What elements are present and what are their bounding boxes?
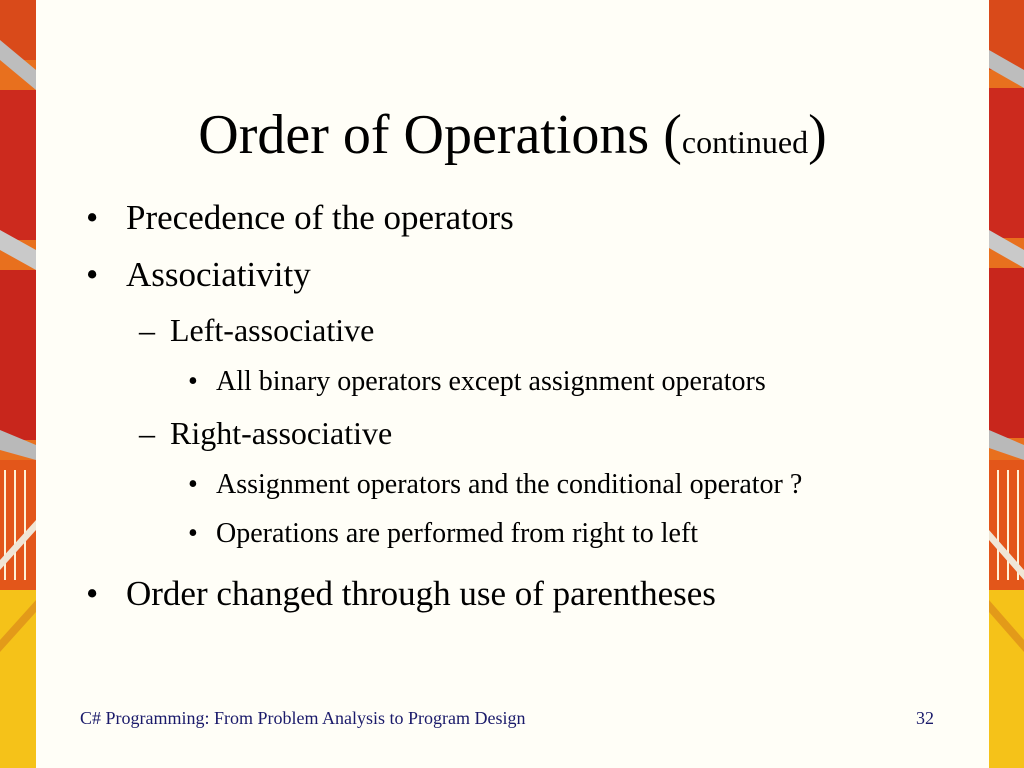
- right-decorative-strip: [989, 0, 1024, 768]
- bullet-text: Precedence of the operators: [126, 198, 514, 237]
- bullet-text: Associativity: [126, 255, 311, 294]
- bullet-marker: •: [188, 366, 198, 397]
- bullet-marker: •: [86, 255, 99, 294]
- bullet-marker: •: [188, 469, 198, 500]
- dash-marker: –: [139, 415, 155, 451]
- slide-title: [36, 100, 989, 177]
- sub-sub-bullet-text: Assignment operators and the conditional operator ?: [216, 469, 803, 500]
- left-decorative-strip: [0, 0, 36, 768]
- building-photo-right: [989, 0, 1024, 768]
- footer-page-number: 32: [916, 708, 934, 728]
- bullet-marker: •: [188, 518, 198, 549]
- building-photo-left: [0, 0, 36, 768]
- title-close-paren: ): [808, 104, 827, 166]
- title-continued: continued: [681, 124, 809, 160]
- sub-sub-bullet-text: Operations are performed from right to left: [216, 518, 699, 549]
- bullet-marker: •: [86, 198, 99, 237]
- sub-bullet-text: Right-associative: [170, 415, 393, 451]
- bullet-marker: •: [86, 574, 99, 613]
- sub-sub-bullet-text: All binary operators except assignment operators: [216, 366, 766, 397]
- title-main: Order of Operations (: [198, 104, 682, 166]
- bullet-text: Order changed through use of parentheses: [126, 574, 716, 613]
- dash-marker: –: [139, 312, 155, 348]
- sub-bullet-text: Left-associative: [170, 312, 375, 348]
- footer-course-title: C# Programming: From Problem Analysis to Program Design: [80, 708, 526, 728]
- slide-content: [36, 0, 989, 768]
